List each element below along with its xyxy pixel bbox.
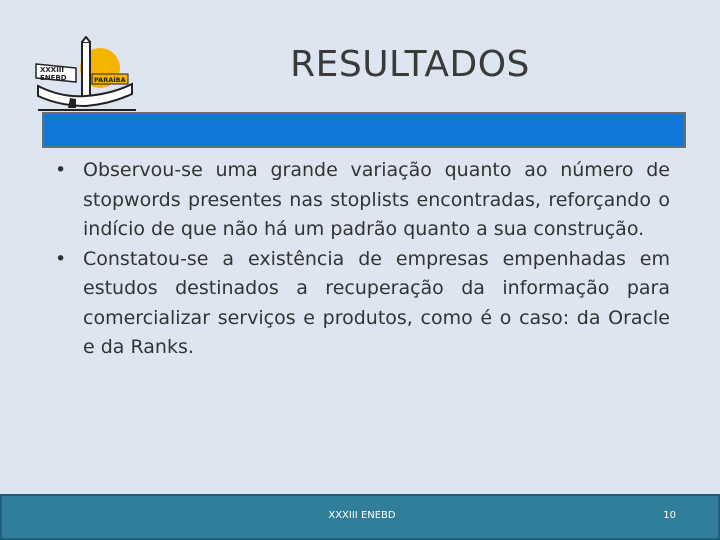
bullet-text: Observou-se uma grande variação quanto ao número de stopwords presentes nas stoplists encontradas, reforçando o indício de que não há um padrão quanto a sua construção.: [83, 159, 670, 240]
bullet-text: Constatou-se a existência de empresas empenhadas em estudos destinados a recuperação da informação para comercializar serviços e produtos, como é o caso: da Oracle e da Ranks.: [83, 247, 670, 358]
bullet-icon: •: [55, 247, 67, 270]
bullet-item: [52, 156, 670, 245]
bullet-list: [52, 156, 670, 363]
enebd-logo-icon: [32, 36, 138, 112]
enebd-logo: [32, 36, 138, 112]
svg-text:XXXIII: XXXIII: [40, 66, 65, 74]
svg-text:ENEBD: ENEBD: [40, 74, 67, 82]
bullet-icon: •: [55, 159, 67, 181]
slide-title: RESULTADOS: [290, 44, 530, 85]
bullet-item: [52, 245, 670, 363]
svg-text:PARAÍBA: PARAÍBA: [94, 76, 126, 84]
title-underline-bar: [42, 112, 686, 148]
footer-bar: [0, 494, 720, 540]
footer-text: XXXIII ENEBD: [328, 510, 396, 521]
page-number: 10: [663, 510, 676, 521]
